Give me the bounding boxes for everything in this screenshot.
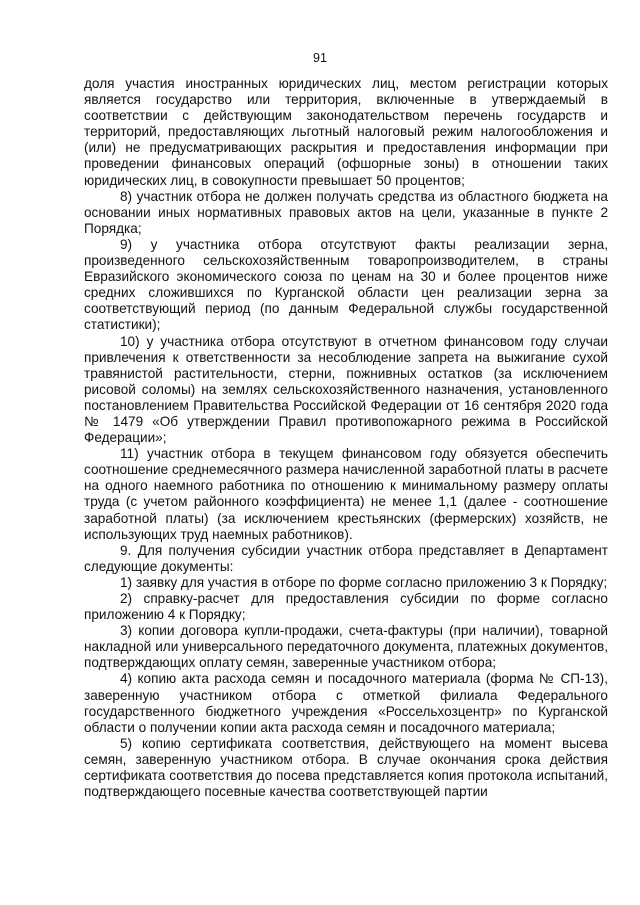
- paragraph-doc-2: 2) справку-расчет для предоставления субсидии по форме согласно приложению 4 к Порядку;: [84, 591, 608, 623]
- paragraph-item-11: 11) участник отбора в текущем финансовом году обязуется обеспечить соотношение среднемесячного размера начисленной заработной платы в расчете на одного наемного работника по отношению к минимальному размеру оплаты труда (с учетом районного коэффициента) не менее 1,1 (далее - соотношение заработной платы) (за исключением крестьянских (фермерских) хозяйств, не использующих труд наемных работников).: [84, 446, 609, 542]
- paragraph-doc-3: 3) копии договора купли-продажи, счета-фактуры (при наличии), товарной накладной или универсального передаточного документа, платежных документов, подтверждающих оплату семян, заверенные участником отбора;: [84, 623, 608, 671]
- page-number: 91: [313, 51, 327, 65]
- paragraph-section-9: 9. Для получения субсидии участник отбора представляет в Департамент следующие документы:: [84, 542, 608, 574]
- paragraph-item-10: 10) у участника отбора отсутствуют в отчетном финансовом году случаи привлечения к ответственности за несоблюдение запрета на выжигание сухой травянистой растительности, стерни, пожнивных остатков (за исключением рисовой соломы) на землях сельскохозяйственного назначения, установленного постановлением Правительства Российской Федерации от 16 сентября 2020 года № 1479 «Об утверждении Правил противопожарного режима в Российской Федерации»;: [84, 333, 608, 446]
- paragraph-7-continuation: доля участия иностранных юридических лиц, местом регистрации которых является государство или территория, включенные в утверждаемый в соответствии с действующим законодательством перечень государств и территорий, предоставляющих льготный налоговый режим налогообложения и (или) не предусматривающих раскрытия и предоставления информации при проведении финансовых операций (офшорные зоны) в отношении таких юридических лиц, в совокупности превышает 50 процентов;: [84, 76, 608, 188]
- paragraph-doc-4: 4) копию акта расхода семян и посадочного материала (форма № СП-13), заверенную участником отбора с отметкой филиала Федерального государственного бюджетного учреждения «Россельхозцентр» по Курганской области о получении копии акта расхода семян и посадочного материала;: [84, 671, 608, 735]
- paragraph-item-8: 8) участник отбора не должен получать средства из областного бюджета на основании иных нормативных правовых актов на цели, указанные в пункте 2 Порядка;: [84, 188, 608, 236]
- paragraph-item-9: 9) у участника отбора отсутствуют факты реализации зерна, произведенного сельскохозяйственным товаропроизводителем, в страны Евразийского экономического союза по ценам на 30 и более процентов ниже средних сложившихся по Курганской области цен реализации зерна за соответствующий период (по данным Федеральной службы государственной статистики);: [84, 236, 608, 333]
- paragraph-doc-5: 5) копию сертификата соответствия, действующего на момент высева семян, заверенную участником отбора. В случае окончания срока действия сертификата соответствия до посева представляется копия протокола испытаний, подтверждающего посевные качества соответствующей партии: [84, 735, 608, 800]
- paragraph-doc-1: 1) заявку для участия в отборе по форме согласно приложению 3 к Порядку;: [120, 574, 608, 590]
- document-body: [84, 76, 608, 800]
